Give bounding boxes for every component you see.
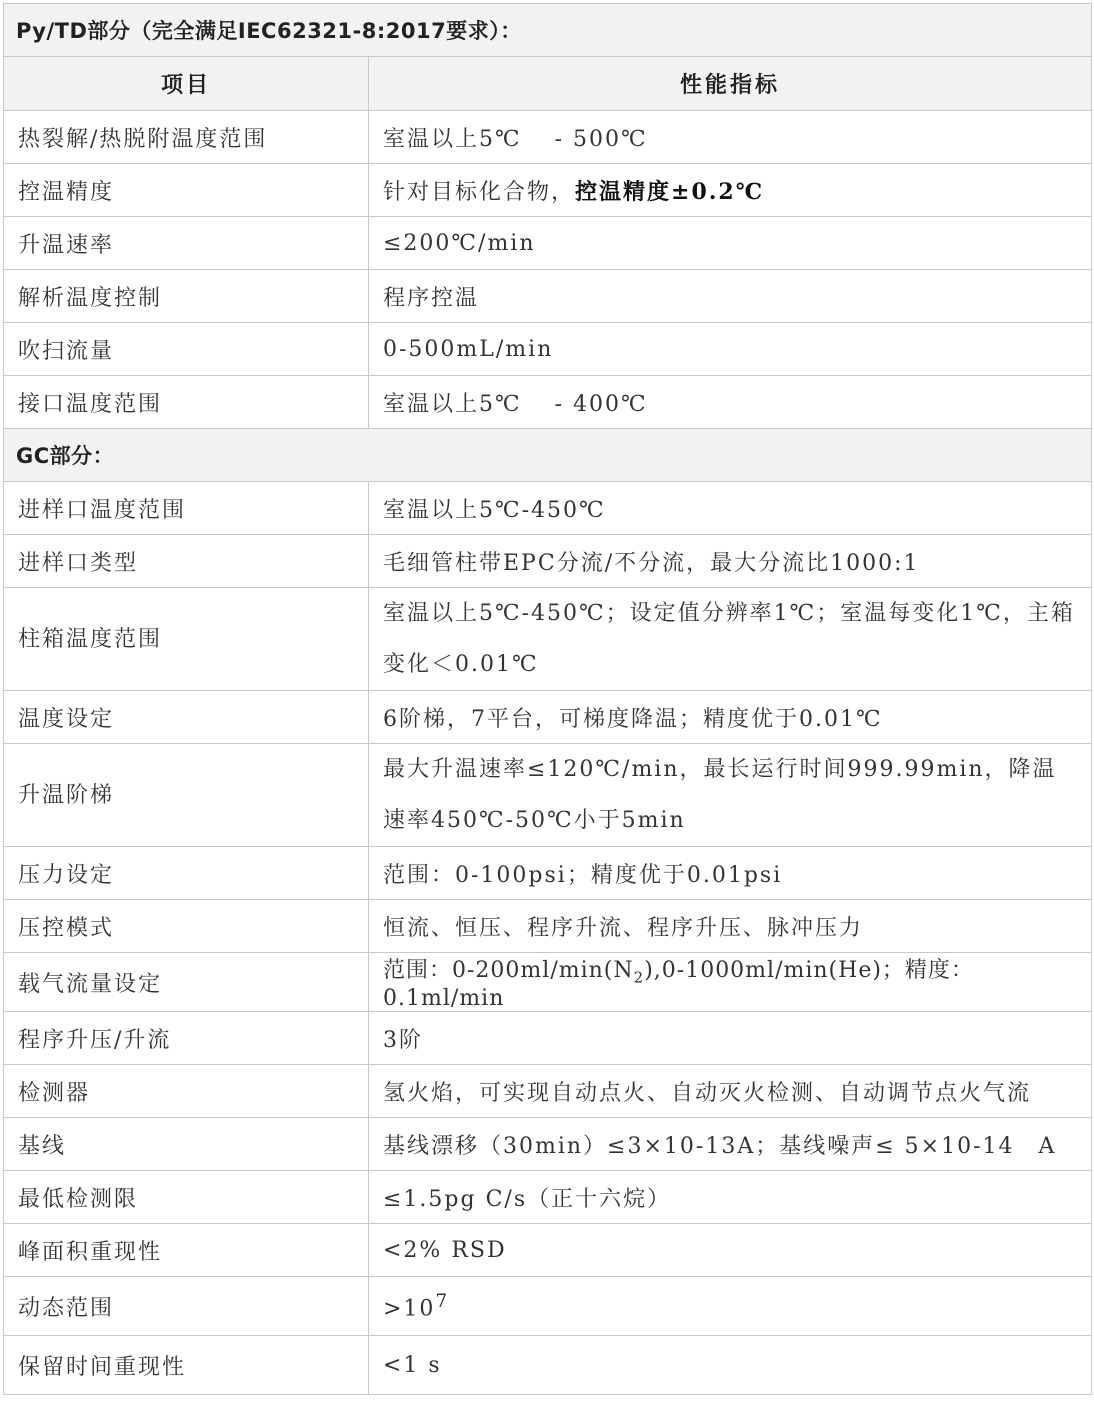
row-label: 压力设定 xyxy=(4,847,369,900)
value-text: 针对目标化合物， xyxy=(383,179,576,205)
row-label: 吹扫流量 xyxy=(4,323,369,376)
row-label: 升温速率 xyxy=(4,217,369,270)
row-value: <2% RSD xyxy=(369,1224,1092,1277)
table-row xyxy=(4,323,1092,376)
row-label: 进样口类型 xyxy=(4,535,369,588)
table-row xyxy=(4,1277,1092,1336)
row-label: 检测器 xyxy=(4,1065,369,1118)
table-row xyxy=(4,1224,1092,1277)
table-row xyxy=(4,376,1092,429)
table-row xyxy=(4,164,1092,217)
row-value xyxy=(369,1277,1092,1336)
spec-table xyxy=(3,3,1092,1395)
row-label: 最低检测限 xyxy=(4,1171,369,1224)
value-superscript: 7 xyxy=(435,1291,450,1313)
row-value xyxy=(369,164,1092,217)
row-label: 峰面积重现性 xyxy=(4,1224,369,1277)
section-py-row xyxy=(4,4,1092,57)
row-label: 解析温度控制 xyxy=(4,270,369,323)
row-value: 0-500mL/min xyxy=(369,323,1092,376)
value-emphasis: 控温精度±0.2℃ xyxy=(575,178,765,205)
table-row xyxy=(4,111,1092,164)
row-value: 恒流、恒压、程序升流、程序升压、脉冲压力 xyxy=(369,900,1092,953)
row-value: ≤200℃/min xyxy=(369,217,1092,270)
row-value: 6阶梯，7平台，可梯度降温；精度优于0.01℃ xyxy=(369,691,1092,744)
row-value xyxy=(369,953,1092,1012)
row-label: 热裂解/热脱附温度范围 xyxy=(4,111,369,164)
section-gc-title: GC部分： xyxy=(4,429,1092,482)
row-label: 压控模式 xyxy=(4,900,369,953)
table-row xyxy=(4,535,1092,588)
table-row xyxy=(4,1336,1092,1395)
table-row xyxy=(4,744,1092,847)
row-value: <1 s xyxy=(369,1336,1092,1395)
table-row xyxy=(4,482,1092,535)
row-label: 基线 xyxy=(4,1118,369,1171)
row-value: 毛细管柱带EPC分流/不分流，最大分流比1000:1 xyxy=(369,535,1092,588)
table-row xyxy=(4,1171,1092,1224)
row-value: 氢火焰，可实现自动点火、自动灭火检测、自动调节点火气流 xyxy=(369,1065,1092,1118)
row-value: 室温以上5℃ - 500℃ xyxy=(369,111,1092,164)
row-value: 基线漂移（30min）≤3×10-13A；基线噪声≤ 5×10-14 A xyxy=(369,1118,1092,1171)
row-label: 控温精度 xyxy=(4,164,369,217)
section-py-title: Py/TD部分（完全满足IEC62321-8:2017要求）： xyxy=(4,4,1092,57)
value-subscript: 2 xyxy=(633,968,645,987)
table-row xyxy=(4,588,1092,691)
value-text: ),0-1000ml/min(He)；精度：0.1ml/min xyxy=(383,958,974,1012)
row-value: 最大升温速率≤120℃/min，最长运行时间999.99min，降温速率450℃-50℃小于5min xyxy=(369,744,1092,847)
value-text: 范围：0-200ml/min(N xyxy=(383,958,634,983)
row-value: 程序控温 xyxy=(369,270,1092,323)
table-row xyxy=(4,953,1092,1012)
row-value: 3阶 xyxy=(369,1012,1092,1065)
value-text: >10 xyxy=(383,1296,436,1322)
row-label: 接口温度范围 xyxy=(4,376,369,429)
table-row xyxy=(4,1012,1092,1065)
table-row xyxy=(4,691,1092,744)
row-label: 程序升压/升流 xyxy=(4,1012,369,1065)
row-label: 升温阶梯 xyxy=(4,744,369,847)
table-header-row xyxy=(4,57,1092,111)
row-label: 进样口温度范围 xyxy=(4,482,369,535)
row-value: 室温以上5℃-450℃；设定值分辨率1℃；室温每变化1℃，主箱变化＜0.01℃ xyxy=(369,588,1092,691)
table-row xyxy=(4,1065,1092,1118)
table-row xyxy=(4,270,1092,323)
table-row xyxy=(4,217,1092,270)
row-value: 室温以上5℃ - 400℃ xyxy=(369,376,1092,429)
row-label: 温度设定 xyxy=(4,691,369,744)
section-gc-row xyxy=(4,429,1092,482)
row-label: 动态范围 xyxy=(4,1277,369,1336)
header-spec: 性能指标 xyxy=(369,57,1092,111)
row-value: 室温以上5℃-450℃ xyxy=(369,482,1092,535)
row-label: 柱箱温度范围 xyxy=(4,588,369,691)
row-label: 载气流量设定 xyxy=(4,953,369,1012)
table-row xyxy=(4,1118,1092,1171)
row-value: ≤1.5pg C/s（正十六烷） xyxy=(369,1171,1092,1224)
row-label: 保留时间重现性 xyxy=(4,1336,369,1395)
table-row xyxy=(4,900,1092,953)
header-item: 项目 xyxy=(4,57,369,111)
row-value: 范围：0-100psi；精度优于0.01psi xyxy=(369,847,1092,900)
table-row xyxy=(4,847,1092,900)
